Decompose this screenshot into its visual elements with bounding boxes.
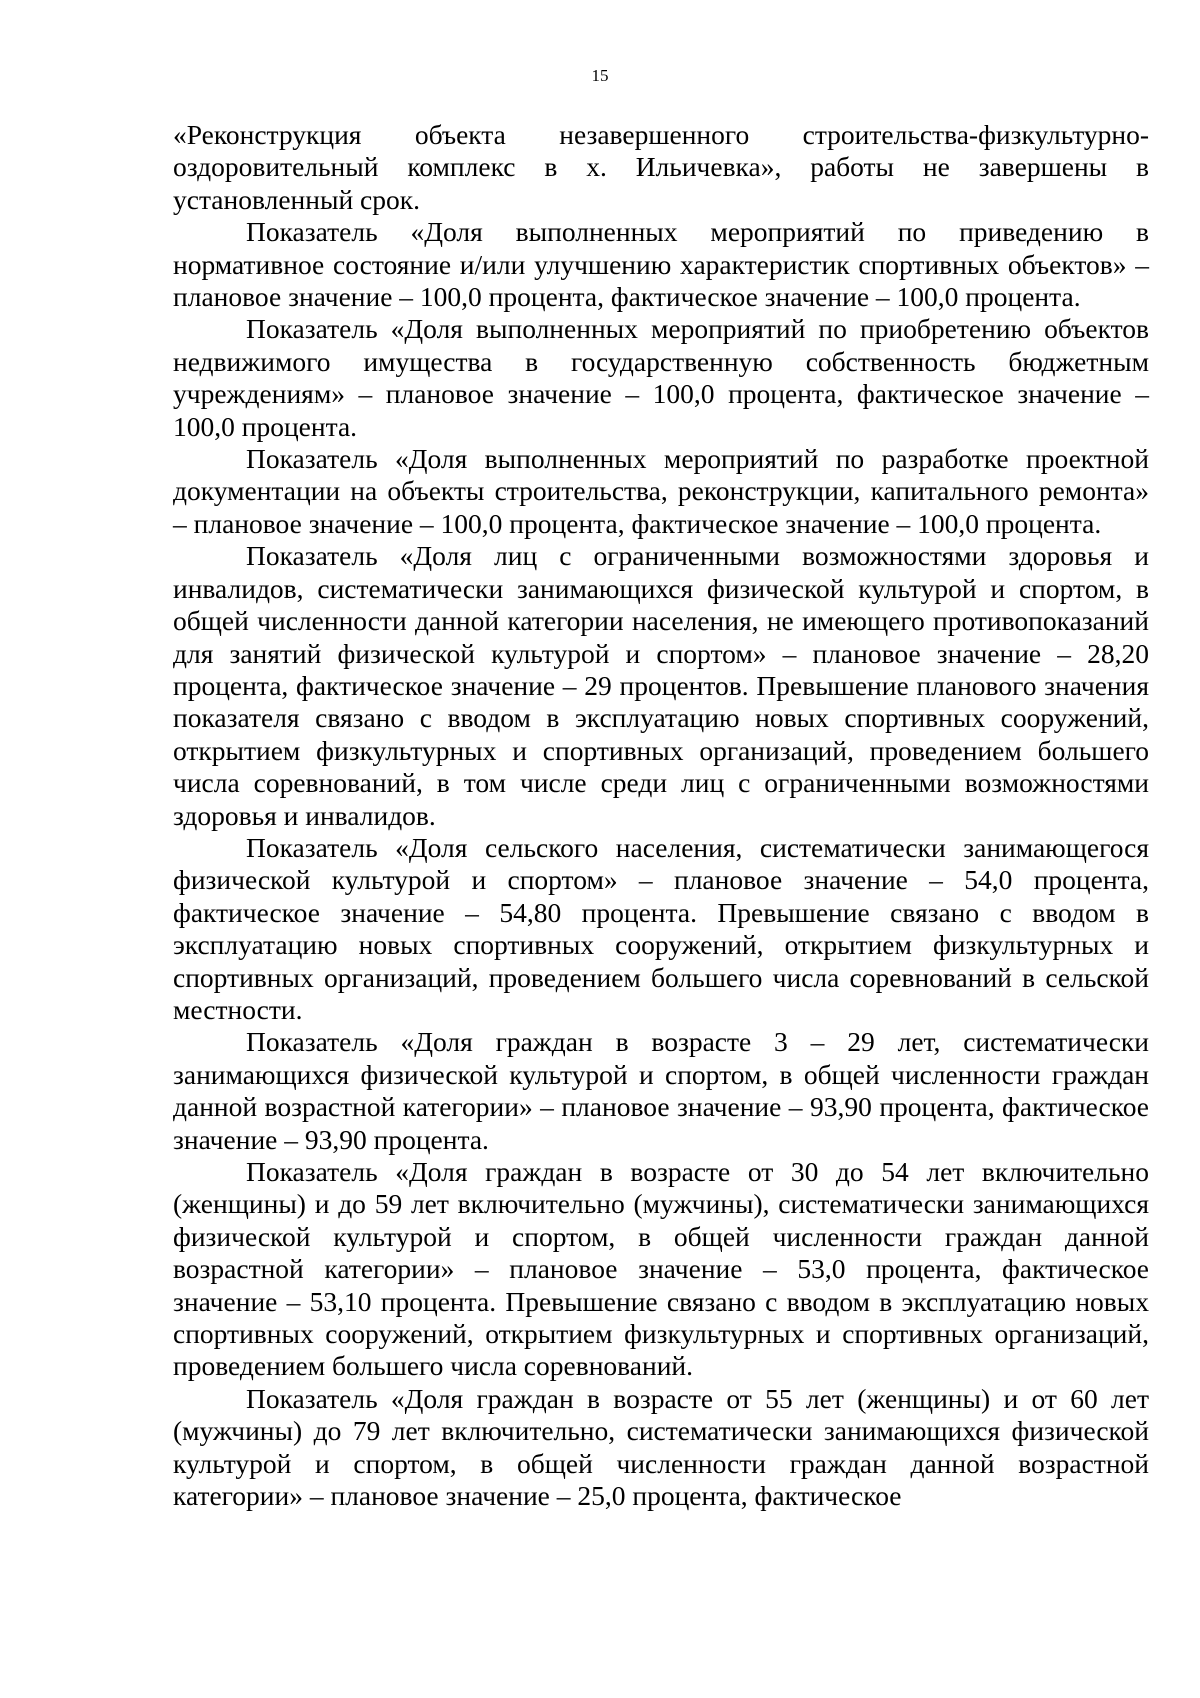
paragraph-indicator-disabled-persons: Показатель «Доля лиц с ограниченными возможностями здоровья и инвалидов, систематически занимающихся физической культурой и спортом, в общей численности данной категории населения, не имеющего противопоказаний для занятий физической культурой и спортом» – плановое значение – 28,20 процента, фактическое значение – 29 процентов. Превышение планового значения показателя связано с вводом в эксплуатацию новых спортивных сооружений, открытием физкультурных и спортивных организаций, проведением большего числа соревнований, в том числе среди лиц с ограниченными возможностями здоровья и инвалидов. [173,540,1149,831]
paragraph-indicator-sports-objects: Показатель «Доля выполненных мероприятий по приведению в нормативное состояние и/или улучшению характеристик спортивных объектов» – плановое значение – 100,0 процента, фактическое значение – 100,0 процента. [173,216,1149,313]
paragraph-indicator-age-30-54: Показатель «Доля граждан в возрасте от 30 до 54 лет включительно (женщины) и до 59 лет включительно (мужчины), систематически занимающихся физической культурой и спортом, в общей численности граждан данной возрастной категории» – плановое значение – 53,0 процента, фактическое значение – 53,10 процента. Превышение связано с вводом в эксплуатацию новых спортивных сооружений, открытием физкультурных и спортивных организаций, проведением большего числа соревнований. [173,1156,1149,1382]
paragraph-indicator-property-acquisition: Показатель «Доля выполненных мероприятий по приобретению объектов недвижимого имущества в государственную собственность бюджетным учреждениям» – плановое значение – 100,0 процента, фактическое значение – 100,0 процента. [173,313,1149,442]
document-body [173,119,1149,1512]
paragraph-indicator-age-3-29: Показатель «Доля граждан в возрасте 3 – 29 лет, систематически занимающихся физической культурой и спортом, в общей численности граждан данной возрастной категории» – плановое значение – 93,90 процента, фактическое значение – 93,90 процента. [173,1026,1149,1155]
paragraph-continuation: «Реконструкция объекта незавершенного строительства-физкультурно-оздоровительный комплекс в х. Ильичевка», работы не завершены в установленный срок. [173,119,1149,215]
paragraph-indicator-rural-population: Показатель «Доля сельского населения, систематически занимающегося физической культурой и спортом» – плановое значение – 54,0 процента, фактическое значение – 54,80 процента. Превышение связано с вводом в эксплуатацию новых спортивных сооружений, открытием физкультурных и спортивных организаций, проведением большего числа соревнований в сельской местности. [173,831,1149,1025]
paragraph-indicator-age-55-79: Показатель «Доля граждан в возрасте от 55 лет (женщины) и от 60 лет (мужчины) до 79 лет включительно, систематически занимающихся физической культурой и спортом, в общей численности граждан данной возрастной категории» – плановое значение – 25,0 процента, фактическое [173,1382,1149,1512]
paragraph-indicator-project-documentation: Показатель «Доля выполненных мероприятий по разработке проектной документации на объекты строительства, реконструкции, капитального ремонта» – плановое значение – 100,0 процента, фактическое значение – 100,0 процента. [173,443,1149,539]
page-number: 15 [591,66,609,85]
